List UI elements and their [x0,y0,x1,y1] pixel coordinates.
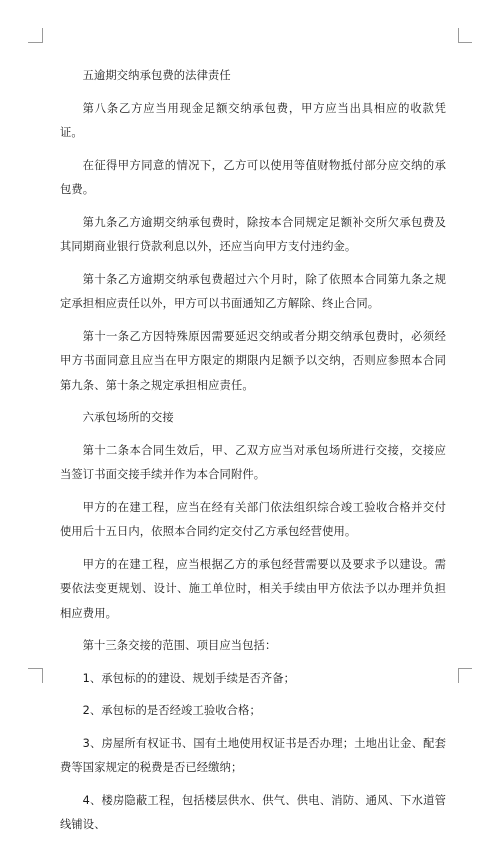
paragraph-article-8: 第八条乙方应当用现金足额交纳承包费，甲方应当出具相应的收款凭证。 [60,101,446,139]
crop-mark-bottom-right-v [458,668,459,683]
crop-mark-bottom-left-h [28,668,42,669]
list-item-4: 4、楼房隐蔽工程，包括楼层供水、供气、供电、消防、通风、下水道管线铺设、 [60,793,446,831]
paragraph-article-11: 第十一条乙方因特殊原因需要延迟交纳或者分期交纳承包费时，必须经甲方书面同意且应当在甲方限定的期限内足额予以交纳，否则应参照本合同第九条、第十条之规定承担相应责任。 [60,329,446,392]
paragraph-construction-requirements: 甲方的在建工程，应当根据乙方的承包经营需要以及要求予以建设。需要依法变更规划、设计、施工单位时，相关手续由甲方依法予以办理并负担相应费用。 [60,557,446,620]
list-item-3: 3、房屋所有权证书、国有土地使用权证书是否办理；土地出让金、配套费等国家规定的税费是否已经缴纳； [60,736,446,774]
paragraph-in-kind-payment: 在征得甲方同意的情况下，乙方可以使用等值财物抵付部分应交纳的承包费。 [60,158,446,196]
section-heading-handover: 六承包场所的交接 [82,411,174,424]
crop-mark-top-right-h [458,42,472,43]
list-item-1: 1、承包标的的建设、规划手续是否齐备； [82,671,296,685]
crop-mark-bottom-right-h [458,668,472,669]
document-body [60,64,446,846]
list-item-2: 2、承包标的是否经竣工验收合格； [82,704,261,717]
paragraph-article-10: 第十条乙方逾期交纳承包费超过六个月时，除了依照本合同第九条之规定承担相应责任以外，甲方可以书面通知乙方解除、终止合同。 [60,272,446,310]
crop-mark-top-left-v [42,28,43,43]
crop-mark-top-right-v [458,28,459,43]
crop-mark-top-left-h [28,42,42,43]
paragraph-article-9: 第九条乙方逾期交纳承包费时，除按本合同规定足额补交所欠承包费及其同期商业银行贷款利息以外，还应当向甲方支付违约金。 [60,215,446,253]
crop-mark-bottom-left-v [42,668,43,683]
paragraph-article-13: 第十三条交接的范围、项目应当包括： [82,639,277,652]
paragraph-article-12: 第十二条本合同生效后，甲、乙双方应当对承包场所进行交接，交接应当签订书面交接手续并作为本合同附件。 [60,443,446,481]
section-heading-overdue-payment: 五逾期交纳承包费的法律责任 [82,69,231,82]
paragraph-construction-delivery: 甲方的在建工程，应当在经有关部门依法组织综合竣工验收合格并交付使用后十五日内，依照本合同约定交付乙方承包经营使用。 [60,500,446,538]
